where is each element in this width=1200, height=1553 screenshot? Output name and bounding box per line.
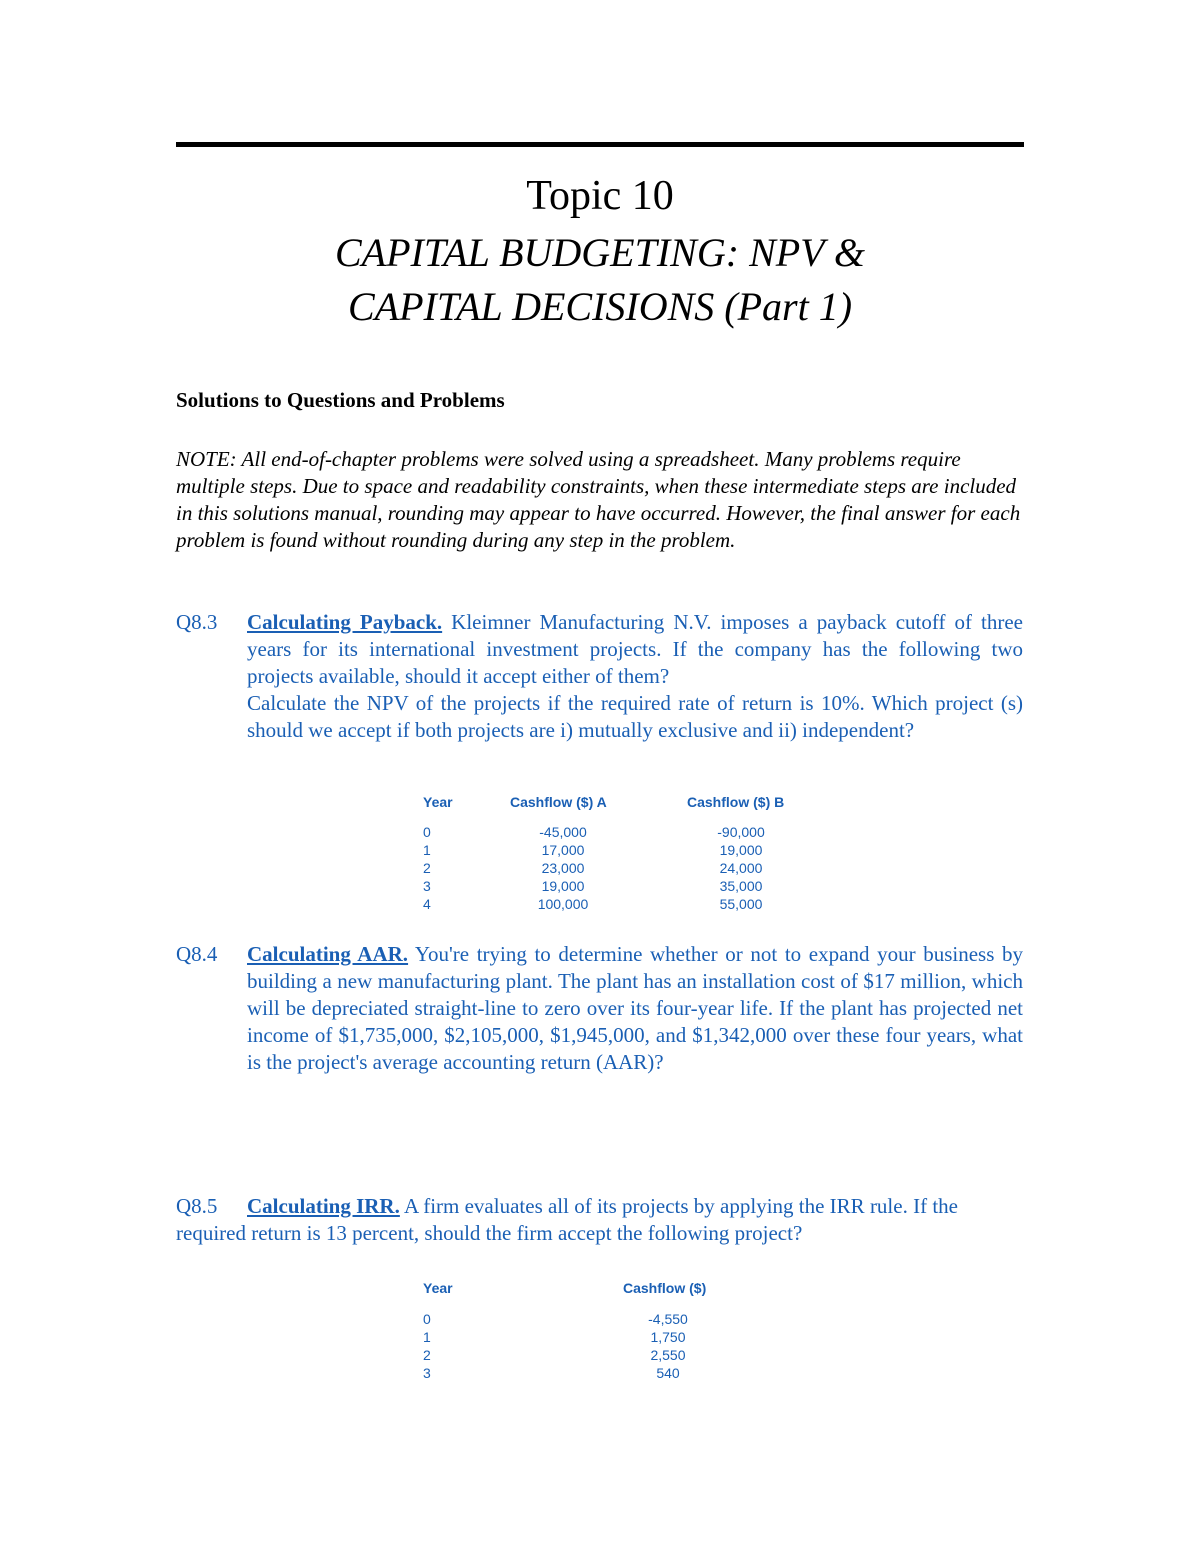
question-body-q83: Kleimner Manufacturing N.V. imposes a payback cutoff of three years for its international investment projects. If the company has the following two projects available, should it accept either of them? <box>247 610 1023 688</box>
table-cell-cashflow-a: -45,000 <box>539 824 587 840</box>
table-cell-year: 2 <box>423 1347 431 1363</box>
table-cell-cashflow-b: 35,000 <box>719 878 763 894</box>
question-number-q83: Q8.3 <box>176 610 218 634</box>
table-header-year: Year <box>423 794 453 810</box>
question-number-q85: Q8.5 <box>176 1194 218 1218</box>
table-header-year: Year <box>423 1280 453 1296</box>
title-line-2: CAPITAL DECISIONS (Part 1) <box>347 284 853 329</box>
question-body-q85: A firm evaluates all of its projects by applying the IRR rule. If the required return is 13 percent, should the firm accept the following project? <box>176 1194 958 1245</box>
table-cell-cashflow-a: 23,000 <box>541 860 585 876</box>
question-title-q83: Calculating Payback. <box>247 610 443 634</box>
topic-heading: Topic 10 <box>526 173 674 219</box>
table-header-cashflow: Cashflow ($) <box>623 1280 707 1296</box>
question-text-q85 <box>176 1193 1024 1247</box>
note-paragraph: NOTE: All end-of-chapter problems were solved using a spreadsheet. Many problems require multiple steps. Due to space and readability constraints, when these intermediate steps are included in this solutions manual, rounding may appear to have occurred. However, the final answer for each problem is found without rounding during any step in the problem. <box>176 447 1021 552</box>
table-cell-cashflow-b: -90,000 <box>717 824 765 840</box>
table-header-cashflow-a: Cashflow ($) A <box>510 794 607 810</box>
table-cell-cashflow: 540 <box>656 1365 680 1381</box>
question-title-q84: Calculating AAR. <box>247 942 409 966</box>
question-text-q83 <box>247 609 1023 744</box>
table-cell-cashflow: -4,550 <box>648 1311 688 1327</box>
table-cell-cashflow-a: 17,000 <box>541 842 585 858</box>
table-cell-year: 1 <box>423 1329 431 1345</box>
question-text-q84 <box>247 941 1023 1076</box>
title-line-1: CAPITAL BUDGETING: NPV & <box>334 230 866 275</box>
question-number-q84: Q8.4 <box>176 942 218 966</box>
table-cell-cashflow-b: 19,000 <box>719 842 763 858</box>
question-body-q84: You're trying to determine whether or not to expand your business by building a new manufacturing plant. The plant has an installation cost of $17 million, which will be depreciated straight-line to zero over its four-year life. If the plant has projected net income of $1,735,000, $2,105,000, $1,945,000, and $1,342,000 over these four years, what is the project's average accounting return (AAR)? <box>247 942 1023 1074</box>
solutions-subheading: Solutions to Questions and Problems <box>176 388 505 412</box>
table-header-cashflow-b: Cashflow ($) B <box>687 794 785 810</box>
question-body2-q83: Calculate the NPV of the projects if the required rate of return is 10%. Which project (s) should we accept if both projects are i) mutually exclusive and ii) independent? <box>247 691 1023 742</box>
table-cell-year: 4 <box>423 896 431 912</box>
table-cell-cashflow: 2,550 <box>650 1347 686 1363</box>
table-cell-cashflow-b: 55,000 <box>719 896 763 912</box>
table-cell-year: 0 <box>423 1311 431 1327</box>
table-cell-year: 1 <box>423 842 431 858</box>
question-title-q85: Calculating IRR. <box>247 1194 400 1218</box>
table-cell-cashflow-a: 100,000 <box>537 896 589 912</box>
table-cell-year: 3 <box>423 1365 431 1381</box>
table-cell-year: 3 <box>423 878 431 894</box>
table-cell-year: 2 <box>423 860 431 876</box>
table-cell-cashflow-a: 19,000 <box>541 878 585 894</box>
top-rule <box>176 142 1024 147</box>
table-cell-year: 0 <box>423 824 431 840</box>
table-cell-cashflow-b: 24,000 <box>719 860 763 876</box>
table-cell-cashflow: 1,750 <box>650 1329 686 1345</box>
